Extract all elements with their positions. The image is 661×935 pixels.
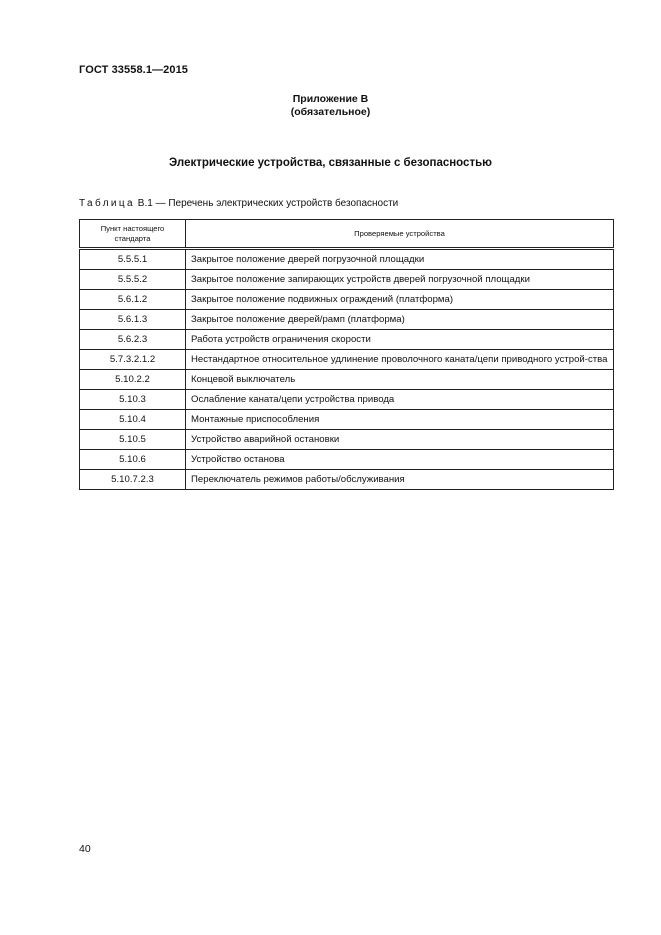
device-cell: Концевой выключатель xyxy=(186,370,614,390)
table-row xyxy=(80,330,614,350)
page-number: 40 xyxy=(79,843,91,855)
table-row xyxy=(80,410,614,430)
clause-cell: 5.10.5 xyxy=(80,430,186,450)
appendix-heading xyxy=(0,93,661,119)
table-row xyxy=(80,470,614,490)
clause-cell: 5.6.2.3 xyxy=(80,330,186,350)
header-devices: Проверяемые устройства xyxy=(186,220,614,249)
device-cell: Переключатель режимов работы/обслуживания xyxy=(186,470,614,490)
table-caption-number: В.1 xyxy=(137,198,153,209)
clause-cell: 5.10.4 xyxy=(80,410,186,430)
device-cell: Устройство останова xyxy=(186,450,614,470)
table-row xyxy=(80,390,614,410)
clause-cell: 5.10.2.2 xyxy=(80,370,186,390)
appendix-title: Приложение В xyxy=(292,93,369,105)
table-row xyxy=(80,370,614,390)
table-row xyxy=(80,350,614,370)
device-cell: Закрытое положение дверей погрузочной площадки xyxy=(186,249,614,270)
device-cell: Устройство аварийной остановки xyxy=(186,430,614,450)
standard-code: ГОСТ 33558.1—2015 xyxy=(79,64,189,76)
table-body xyxy=(80,249,614,490)
table-caption-word: Таблица xyxy=(79,198,136,209)
clause-cell: 5.10.6 xyxy=(80,450,186,470)
table-row xyxy=(80,249,614,270)
table-row xyxy=(80,290,614,310)
clause-cell: 5.6.1.3 xyxy=(80,310,186,330)
clause-cell: 5.7.3.2.1.2 xyxy=(80,350,186,370)
clause-cell: 5.6.1.2 xyxy=(80,290,186,310)
table-caption-text: — Перечень электрических устройств безопасности xyxy=(155,198,399,209)
table-row xyxy=(80,430,614,450)
clause-cell: 5.5.5.1 xyxy=(80,249,186,270)
device-cell: Закрытое положение дверей/рамп (платформа) xyxy=(186,310,614,330)
device-cell: Нестандартное относительное удлинение проволочного каната/цепи приводного устрой-ства xyxy=(186,350,614,370)
table-header-row xyxy=(80,220,614,249)
table-row xyxy=(80,310,614,330)
device-cell: Ослабление каната/цепи устройства привода xyxy=(186,390,614,410)
device-cell: Закрытое положение запирающих устройств дверей погрузочной площадки xyxy=(186,270,614,290)
appendix-status: (обязательное) xyxy=(290,106,371,118)
header-clause: Пункт настоящего стандарта xyxy=(80,220,186,249)
device-cell: Закрытое положение подвижных ограждений (платформа) xyxy=(186,290,614,310)
section-title: Электрические устройства, связанные с безопасностью xyxy=(169,157,492,169)
table-row xyxy=(80,270,614,290)
clause-cell: 5.10.3 xyxy=(80,390,186,410)
device-cell: Работа устройств ограничения скорости xyxy=(186,330,614,350)
clause-cell: 5.5.5.2 xyxy=(80,270,186,290)
safety-devices-table xyxy=(79,219,614,490)
device-cell: Монтажные приспособления xyxy=(186,410,614,430)
table-caption xyxy=(79,198,398,209)
table-row xyxy=(80,450,614,470)
clause-cell: 5.10.7.2.3 xyxy=(80,470,186,490)
